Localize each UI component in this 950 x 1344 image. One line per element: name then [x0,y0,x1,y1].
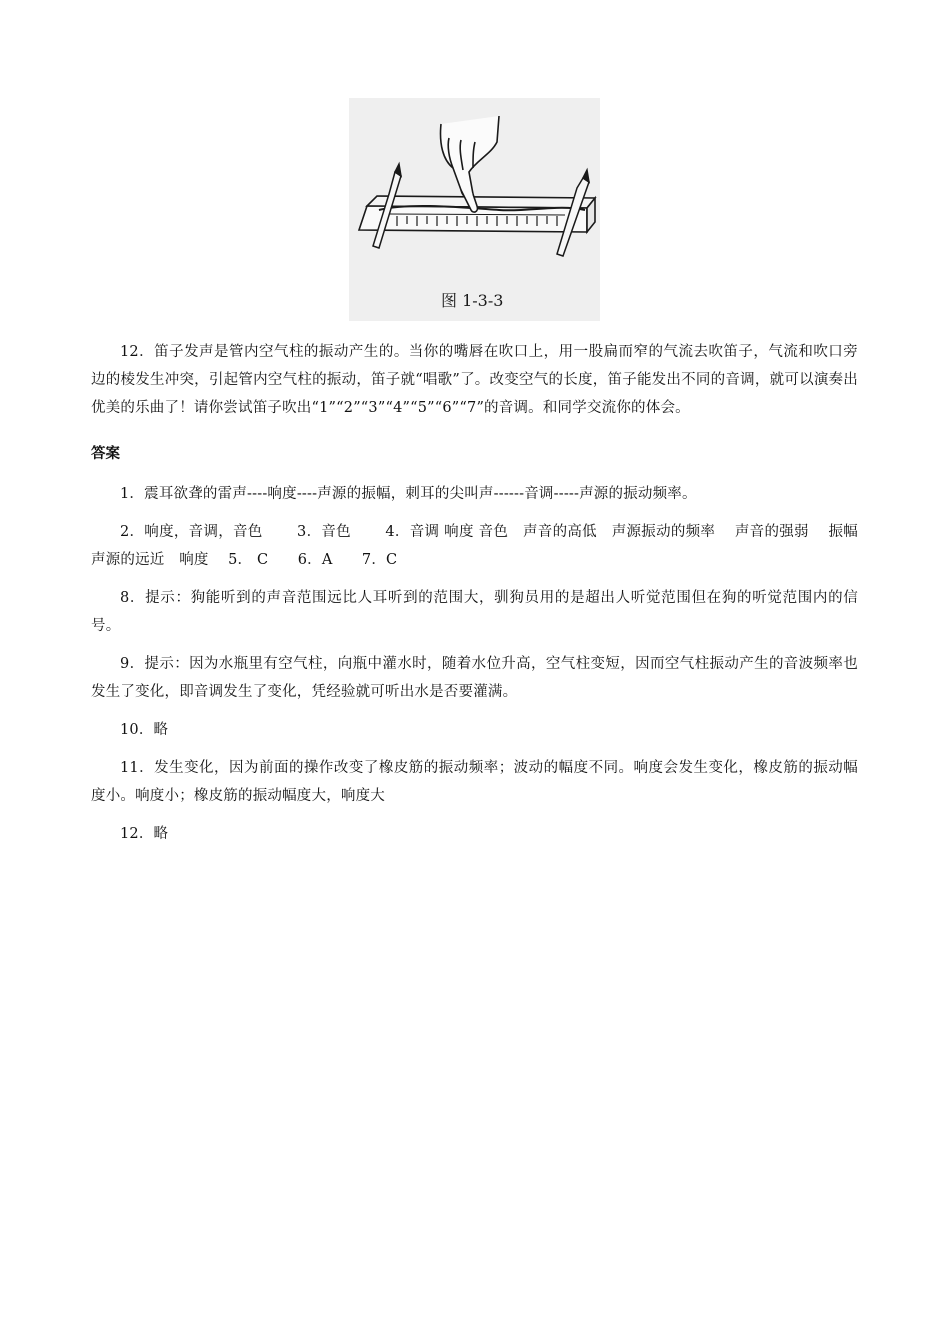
answer-item-12: 12．略 [120,826,169,842]
figure-1-3-3 [349,98,600,321]
answer-item-11: 11．发生变化，因为前面的操作改变了橡皮筋的振动频率；波动的幅度不同。响度会发生变化，橡皮筋的振动幅度小。响度小；橡皮筋的振动幅度大，响度大 [91,760,858,804]
document-body [91,338,873,858]
ruler-rubber-band-illustration [349,98,600,321]
answer-item-8: 8．提示：狗能听到的声音范围远比人耳听到的范围大，驯狗员用的是超出人听觉范围但在狗的听觉范围内的信号。 [91,590,858,634]
figure-caption: 图 1-3-3 [441,291,504,310]
answer-item-10: 10．略 [120,722,169,738]
answer-item-1: 1．震耳欲聋的雷声----响度----声源的振幅，刺耳的尖叫声------音调-----声源的振动频率。 [120,486,697,502]
answers-heading: 答案 [91,446,120,462]
answer-item-9: 9．提示：因为水瓶里有空气柱，向瓶中灌水时，随着水位升高，空气柱变短，因而空气柱振动产生的音波频率也发生了变化，即音调发生了变化，凭经验就可听出水是否要灌满。 [91,656,858,700]
answer-item-2-7: 2．响度，音调，音色 3．音色 4．音调 响度 音色 声音的高低 声源振动的频率 声音的强弱 振幅 声源的远近 响度 5． C 6．A 7．C [91,524,873,568]
question-12: 12．笛子发声是管内空气柱的振动产生的。当你的嘴唇在吹口上，用一股扁而窄的气流去吹笛子，气流和吹口旁边的棱发生冲突，引起管内空气柱的振动，笛子就“唱歌”了。改变空气的长度，笛子能发出不同的音调，就可以演奏出优美的乐曲了！请你尝试笛子吹出“1”“2”“3”“4”“5”“6”“7”的音调。和同学交流你的体会。 [91,344,858,416]
